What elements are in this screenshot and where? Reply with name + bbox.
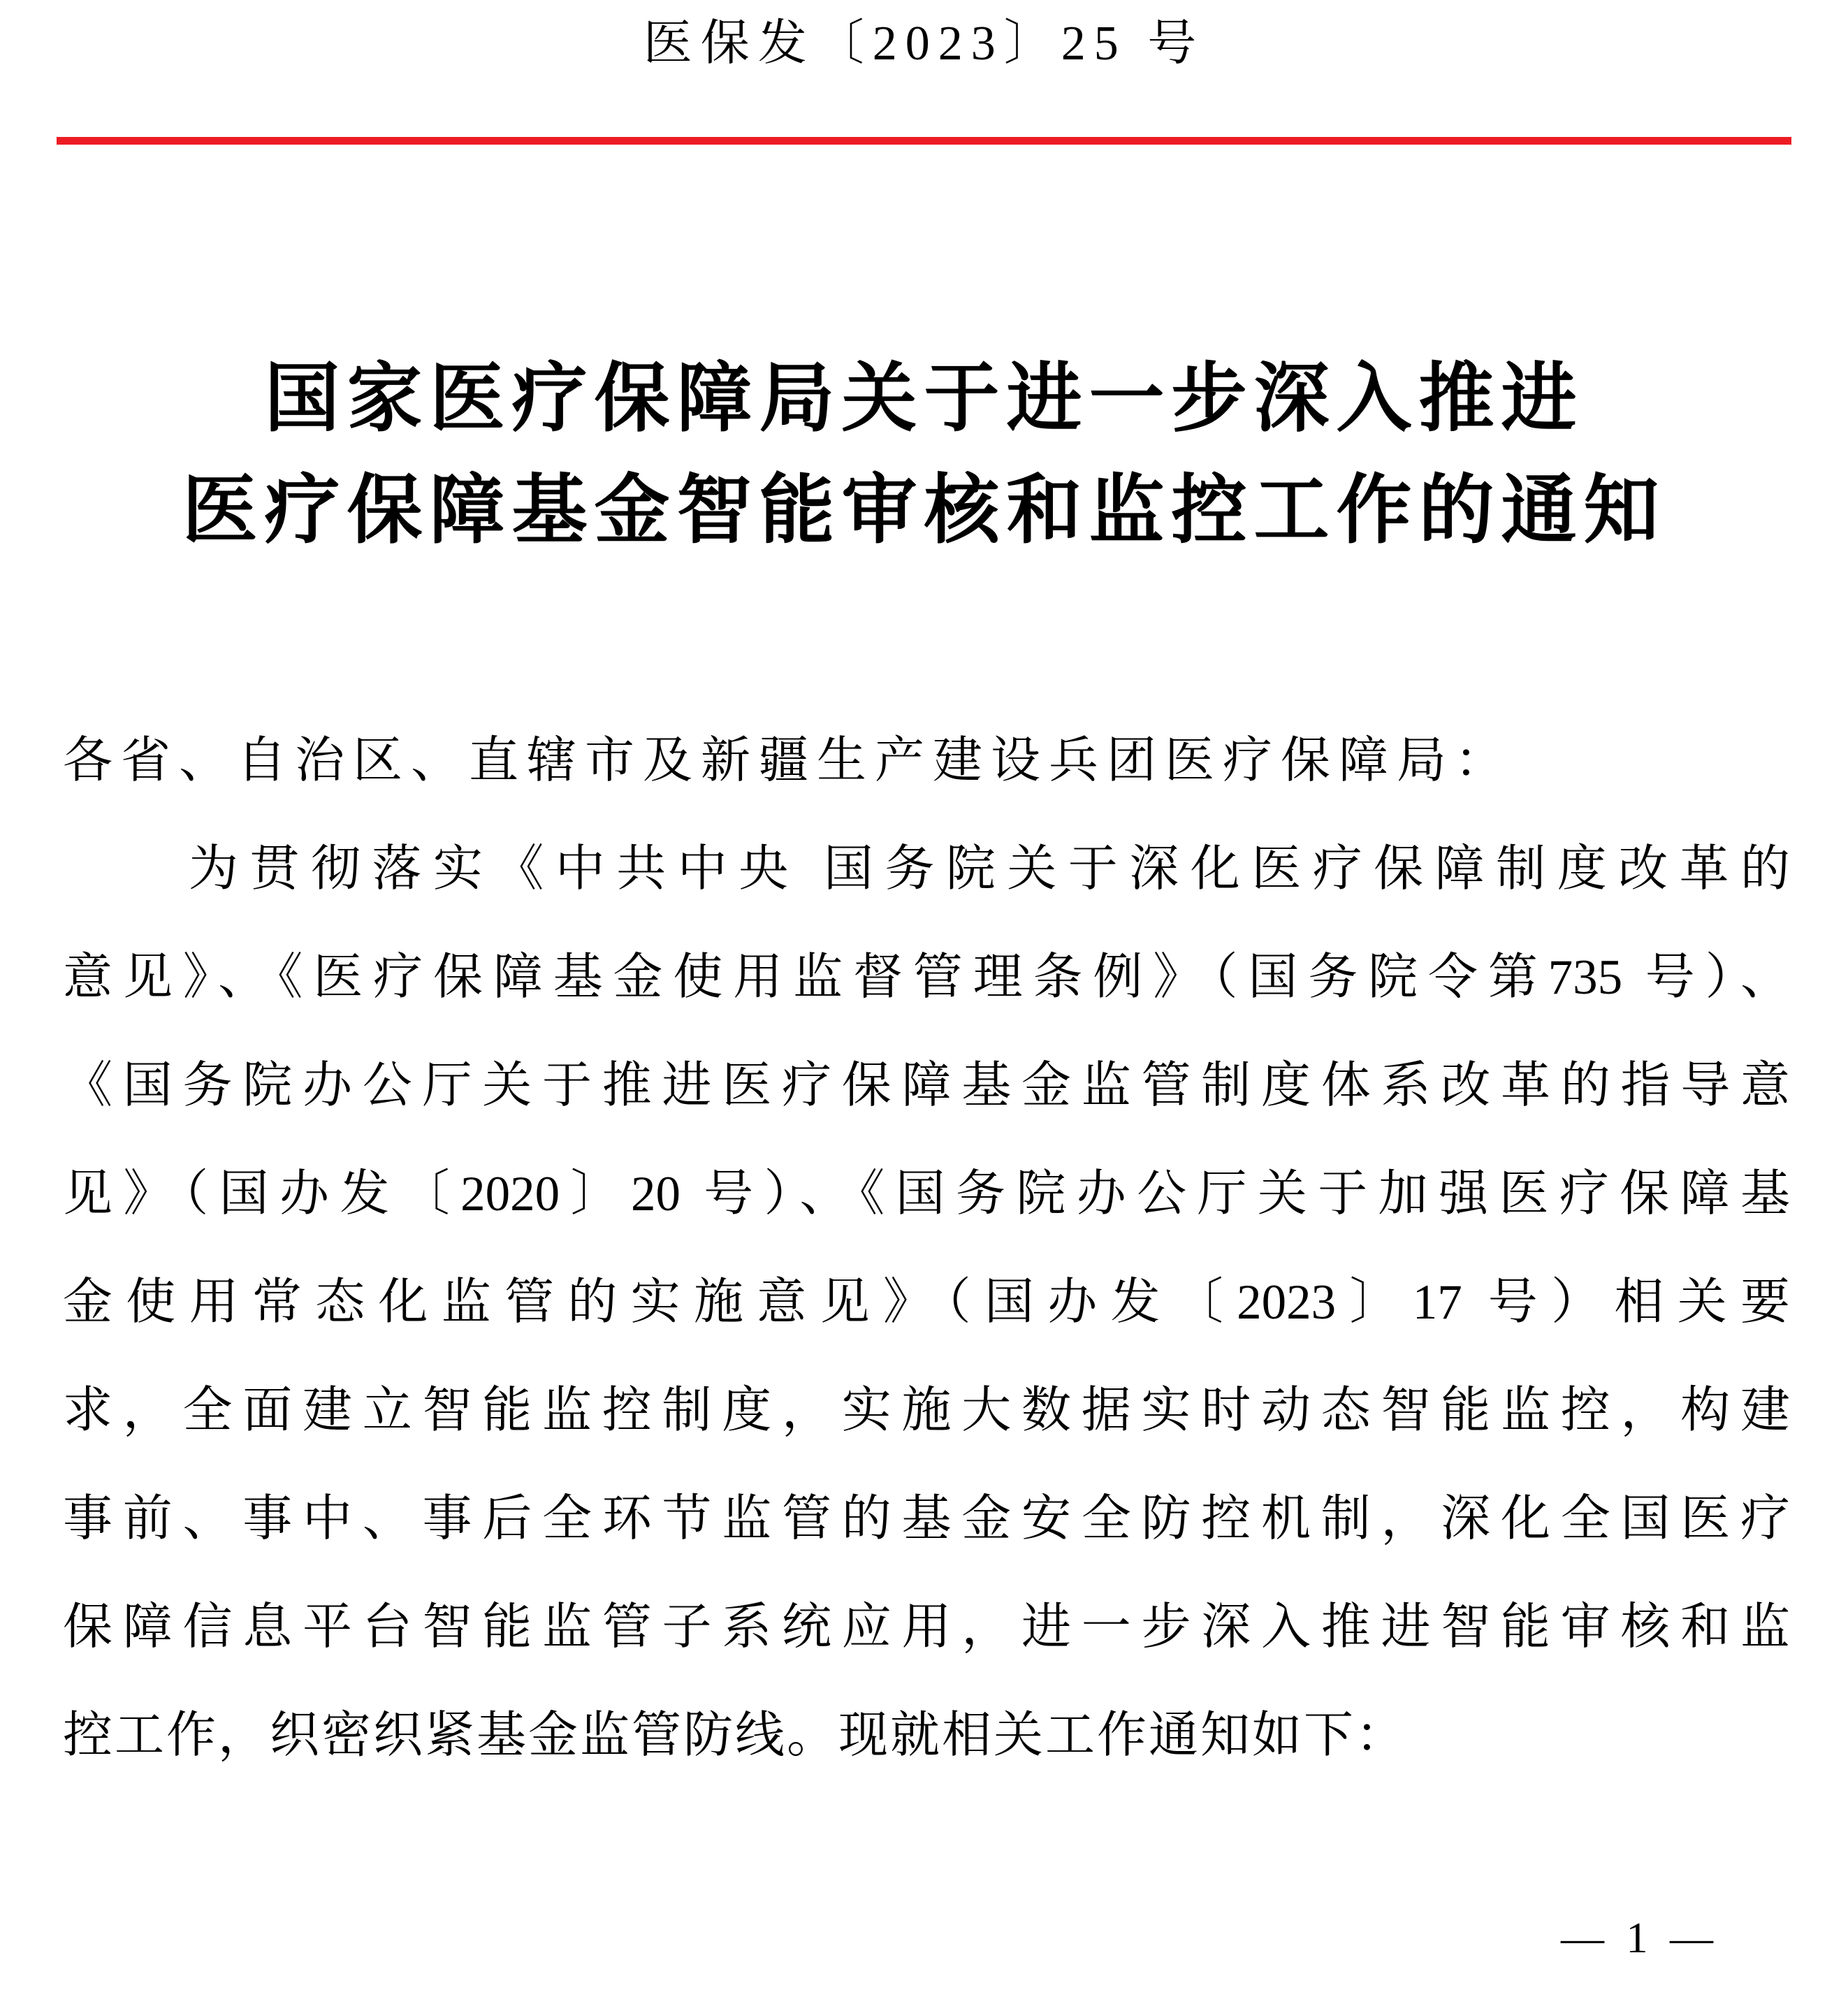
document-body — [63, 707, 1790, 1790]
page-number: — 1 — — [1561, 1915, 1719, 1962]
body-line: 求，全面建立智能监控制度，实施大数据实时动态智能监控，构建 — [63, 1384, 1790, 1438]
salutation: 各省、自治区、直辖市及新疆生产建设兵团医疗保障局： — [63, 734, 1513, 788]
document-title — [0, 344, 1848, 567]
doc-number: 医保发〔2023〕25 号 — [643, 17, 1205, 71]
body-line: 见》（国办发〔2020〕20 号）、《国务院办公厅关于加强医疗保障基 — [63, 1167, 1790, 1221]
title-line-2: 医疗保障基金智能审核和监控工作的通知 — [182, 470, 1666, 553]
body-line: 意见》、《医疗保障基金使用监督管理条例》（国务院令第735 号）、 — [63, 950, 1790, 1005]
body-line: 《国务院办公厅关于推进医疗保障基金监管制度体系改革的指导意 — [63, 1059, 1790, 1113]
body-line: 为贯彻落实《中共中央 国务院关于深化医疗保障制度改革的 — [189, 842, 1790, 896]
body-line: 金使用常态化监管的实施意见》（国办发〔2023〕17 号）相关要 — [63, 1275, 1790, 1330]
title-line-1: 国家医疗保障局关于进一步深入推进 — [264, 358, 1584, 441]
body-line: 控工作，织密织紧基金监管防线。现就相关工作通知如下： — [63, 1708, 1408, 1763]
body-line: 保障信息平台智能监管子系统应用，进一步深入推进智能审核和监 — [63, 1600, 1790, 1655]
red-header-rule — [57, 137, 1791, 145]
body-line: 事前、事中、事后全环节监管的基金安全防控机制，深化全国医疗 — [63, 1492, 1790, 1546]
